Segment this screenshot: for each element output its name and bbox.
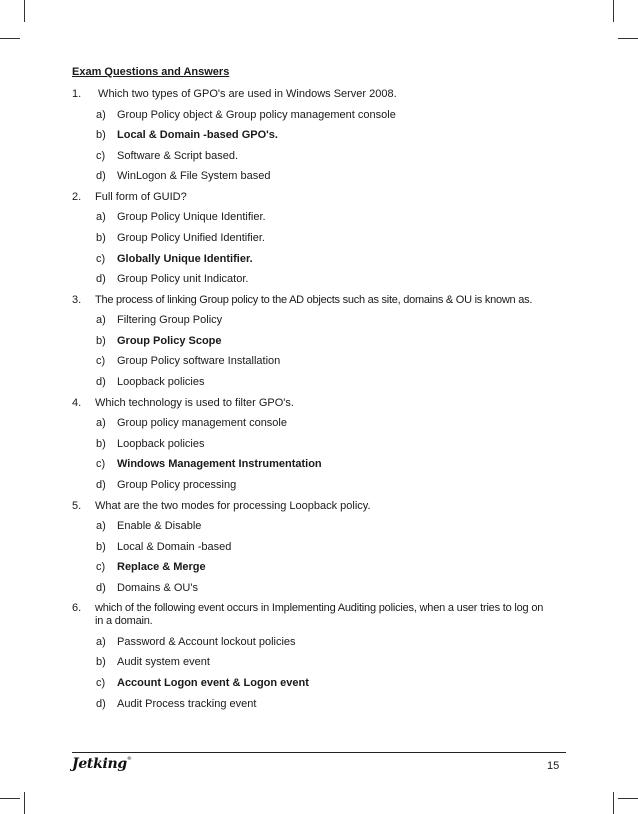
option-letter: b) — [96, 540, 106, 553]
crop-mark — [618, 38, 638, 39]
option-text: Globally Unique Identifier. — [117, 252, 253, 265]
crop-mark — [24, 0, 25, 22]
answer-option — [72, 150, 552, 163]
option-text: Group Policy software Installation — [117, 355, 281, 368]
question-number: 1. — [72, 88, 82, 100]
option-text: Audit Process tracking event — [117, 697, 257, 710]
question-number: 3. — [72, 293, 82, 306]
option-letter: d) — [96, 170, 106, 183]
option-text: Loopback policies — [117, 376, 205, 389]
crop-mark — [618, 798, 638, 799]
question-number: 6. — [72, 602, 82, 615]
answer-option — [72, 582, 552, 595]
option-letter: c) — [96, 677, 106, 690]
option-letter: c) — [96, 561, 106, 574]
question-number: 5. — [72, 499, 82, 512]
option-letter: b) — [96, 129, 106, 142]
question-text: Which technology is used to filter GPO's. — [95, 396, 294, 409]
option-letter: b) — [96, 437, 106, 450]
crop-mark — [0, 38, 20, 39]
answer-option — [72, 232, 552, 245]
crop-mark — [613, 792, 614, 814]
option-text: Loopback policies — [117, 437, 205, 450]
jetking-logo — [72, 756, 132, 772]
footer-divider — [72, 752, 566, 753]
answer-option — [72, 698, 552, 711]
option-text: Windows Management Instrumentation — [117, 458, 322, 471]
option-letter: a) — [96, 108, 106, 121]
question — [72, 602, 552, 628]
option-text: Replace & Merge — [117, 561, 206, 574]
answer-option — [72, 656, 552, 669]
answer-option — [72, 273, 552, 286]
answer-option — [72, 170, 552, 183]
option-text: Group Policy Scope — [117, 334, 222, 347]
crop-mark — [613, 0, 614, 22]
question — [72, 397, 552, 410]
option-text: Group Policy unit Indicator. — [117, 273, 249, 286]
question-text: which of the following event occurs in Implementing Auditing policies, when a user tries to log on in a domain. — [95, 602, 544, 628]
option-text: Domains & OU's — [117, 581, 198, 594]
option-letter: a) — [96, 635, 106, 648]
option-letter: a) — [96, 314, 106, 327]
option-text: Password & Account lockout policies — [117, 635, 296, 648]
option-text: Local & Domain -based GPO's. — [117, 129, 278, 142]
option-letter: a) — [96, 211, 106, 224]
answer-option — [72, 376, 552, 389]
option-letter: c) — [96, 149, 106, 162]
option-letter: d) — [96, 697, 106, 710]
answer-option — [72, 109, 552, 122]
question-number: 4. — [72, 396, 82, 409]
option-text: Group Policy object & Group policy management console — [117, 108, 396, 121]
answer-option — [72, 541, 552, 554]
option-letter: c) — [96, 458, 106, 471]
answer-option — [72, 417, 552, 430]
option-letter: a) — [96, 417, 106, 430]
answer-option — [72, 211, 552, 224]
question-text: The process of linking Group policy to the AD objects such as site, domains & OU is known as. — [95, 293, 533, 306]
option-text: Filtering Group Policy — [117, 314, 223, 327]
correct-answer-option — [72, 458, 552, 471]
logo-text: Jetking — [72, 756, 127, 772]
option-letter: d) — [96, 478, 106, 491]
answer-option — [72, 355, 552, 368]
option-letter: d) — [96, 273, 106, 286]
option-letter: b) — [96, 656, 106, 669]
correct-answer-option — [72, 677, 552, 690]
option-text: Software & Script based. — [117, 149, 239, 162]
document-body — [72, 66, 552, 718]
correct-answer-option — [72, 561, 552, 574]
option-text: Group Policy Unique Identifier. — [117, 211, 266, 224]
option-text: Audit system event — [117, 656, 210, 669]
answer-option — [72, 438, 552, 451]
option-letter: c) — [96, 252, 106, 265]
answer-option — [72, 636, 552, 649]
correct-answer-option — [72, 253, 552, 266]
option-letter: d) — [96, 581, 106, 594]
option-text: Local & Domain -based — [117, 540, 232, 553]
option-letter: c) — [96, 355, 106, 368]
option-text: Enable & Disable — [117, 520, 202, 532]
question — [72, 500, 552, 513]
correct-answer-option — [72, 129, 552, 142]
page-title: Exam Questions and Answers — [72, 66, 230, 78]
question-text: Which two types of GPO's are used in Windows Server 2008. — [95, 88, 397, 100]
option-letter: d) — [96, 376, 106, 389]
crop-mark — [0, 798, 20, 799]
question — [72, 88, 552, 101]
option-text: Account Logon event & Logon event — [117, 677, 309, 690]
registered-mark: ® — [126, 756, 132, 762]
option-text: Group policy management console — [117, 417, 287, 430]
option-text: WinLogon & File System based — [117, 170, 271, 183]
question — [72, 191, 552, 204]
answer-option — [72, 314, 552, 327]
option-letter: b) — [96, 231, 106, 244]
option-letter: b) — [96, 334, 106, 347]
question-number: 2. — [72, 190, 82, 203]
question-text: Full form of GUID? — [95, 190, 187, 203]
option-letter: a) — [96, 520, 106, 532]
answer-option — [72, 479, 552, 492]
option-text: Group Policy Unified Identifier. — [117, 231, 265, 244]
option-text: Group Policy processing — [117, 478, 237, 491]
question-text: What are the two modes for processing Loopback policy. — [95, 499, 371, 512]
crop-mark — [24, 792, 25, 814]
page-number: 15 — [547, 760, 560, 772]
correct-answer-option — [72, 335, 552, 348]
answer-option — [72, 520, 552, 533]
question — [72, 294, 552, 307]
